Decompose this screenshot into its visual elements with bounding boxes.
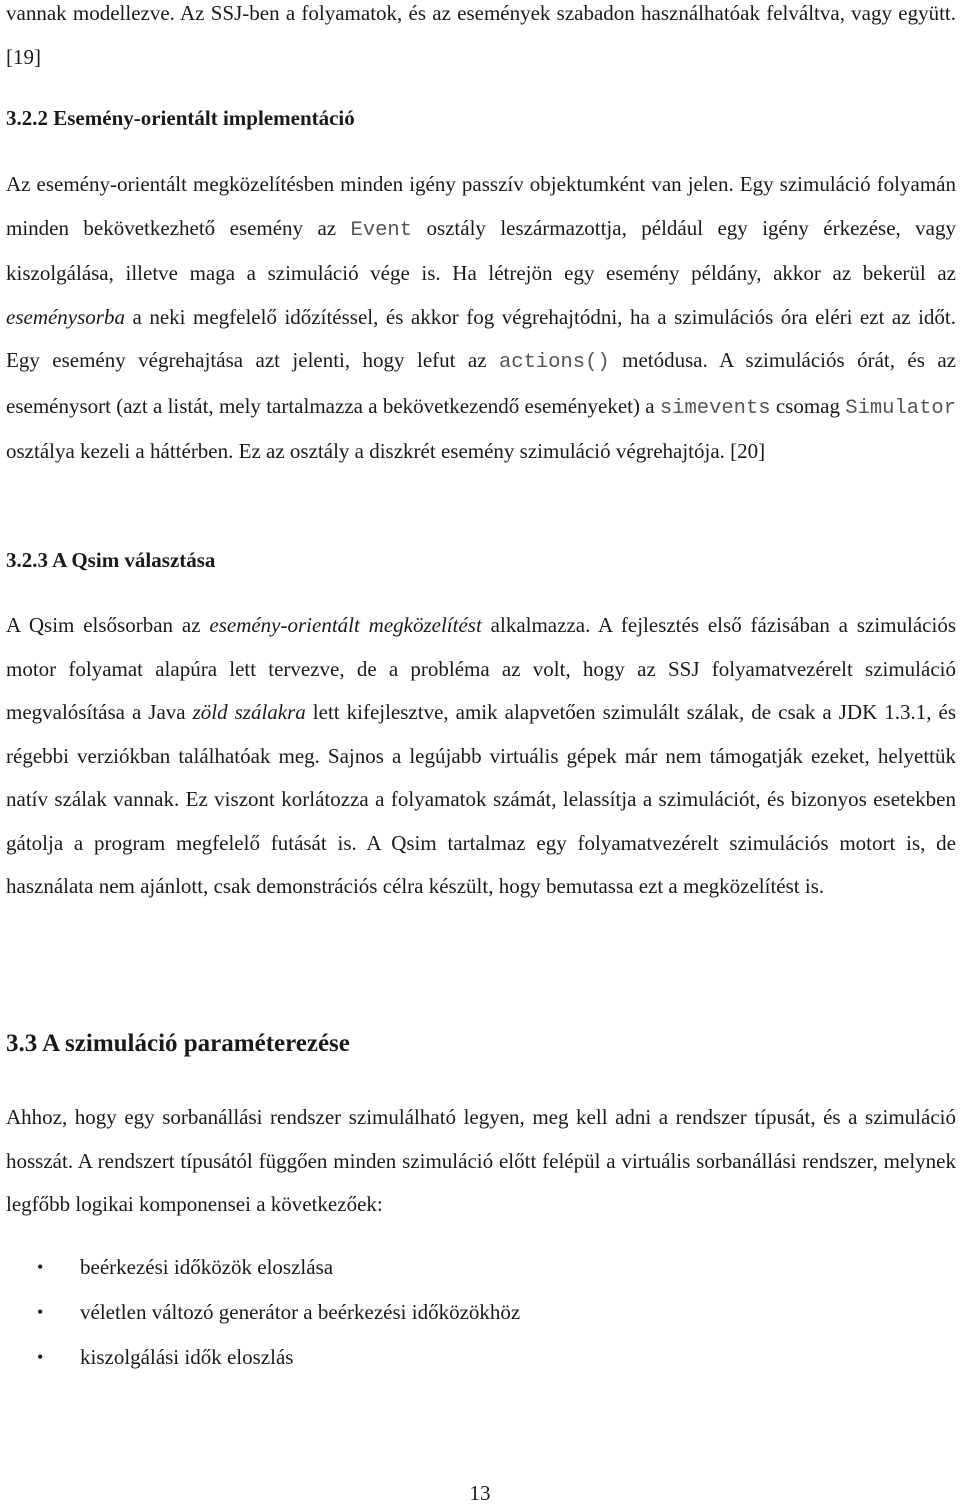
text-run: A Qsim elsősorban az	[6, 613, 210, 637]
bullet-icon: •	[37, 1347, 44, 1367]
heading-3-3: 3.3 A szimuláció paraméterezése	[6, 1030, 350, 1057]
list-item-text: véletlen változó generátor a beérkezési időközökhöz	[80, 1300, 521, 1324]
paragraph-qsim-choice	[6, 604, 956, 909]
paragraph-intro: vannak modellezve. Az SSJ-ben a folyamatok, és az események szabadon használhatóak felváltva, vagy együtt. [19]	[6, 1, 956, 69]
text-run: alkalmazza. A fejlesztés első fázisában a szimulációs motor folyamat alapúra lett tervezve, de a probléma az volt, hogy az SSJ folyamatvezérelt szimuláció megvalósítása a Java	[6, 613, 956, 724]
list-item	[6, 1335, 520, 1380]
code-actions: actions()	[498, 351, 610, 374]
list-item	[6, 1245, 520, 1290]
list-item	[6, 1290, 520, 1335]
component-list	[6, 1245, 520, 1380]
emphasis-approach: esemény-orientált megközelítést	[209, 613, 482, 637]
text-run: csomag	[770, 393, 846, 418]
text-run: osztály leszármazottja, például egy igény érkezése, vagy kiszolgálása, illetve maga a szimuláció vége is. Ha létrejön egy esemény példány, akkor az bekerül az	[6, 215, 957, 285]
text-run: osztálya kezeli a háttérben. Ez az osztály a diszkrét esemény szimuláció végrehajtója. [20]	[6, 439, 766, 463]
paragraph-event-oriented	[6, 163, 956, 474]
list-item-text: beérkezési időközök eloszlása	[80, 1255, 334, 1279]
emphasis-event-queue: eseménysorba	[6, 304, 125, 329]
heading-3-2-2: 3.2.2 Esemény-orientált implementáció	[6, 106, 355, 130]
code-simevents: simevents	[659, 396, 771, 420]
text-run: metódusa. A szimulációs órát, és az eseménysort (azt a listát, mely tartalmazza a bekövetkezendő eseményeket) a	[6, 348, 956, 418]
page-number: 13	[469, 1481, 491, 1505]
text-run: a neki megfelelő időzítéssel, és akkor fog végrehajtódni, ha a szimulációs óra eléri ezt az időt. Egy esemény végrehajtása azt jelenti, hogy lefut az	[6, 304, 956, 372]
text-run: Az esemény-orientált megközelítésben minden igény passzív objektumként van jelen. Egy szimuláció folyamán minden bekövetkezhető esemény az	[6, 172, 956, 240]
code-simulator: Simulator	[845, 396, 956, 420]
list-item-text: kiszolgálási idők eloszlás	[80, 1345, 294, 1369]
heading-3-2-3: 3.2.3 A Qsim választása	[6, 548, 216, 572]
text-run: lett kifejlesztve, amik alapvetően szimulált szálak, de csak a JDK 1.3.1, és régebbi verziókban találhatóak meg. Sajnos a legújabb virtuális gépek már nem támogatják ezeket, helyettük natív szálak vannak. Ez viszont korlátozza a folyamatok számát, lelassítja a szimulációt, és bizonyos esetekben gátolja a program megfelelő futását is. A Qsim tartalmaz egy folyamatvezérelt szimulációs motort is, de használata nem ajánlott, csak demonstrációs célra készült, hogy bemutassa ezt a megközelítést is.	[6, 700, 956, 898]
bullet-icon: •	[37, 1257, 44, 1277]
bullet-icon: •	[37, 1302, 44, 1322]
code-event: Event	[350, 218, 413, 242]
emphasis-green-threads: zöld szálakra	[192, 700, 306, 724]
paragraph-parameterization: Ahhoz, hogy egy sorbanállási rendszer szimulálható legyen, meg kell adni a rendszer típusát, és a szimuláció hosszát. A rendszert típusától függően minden szimuláció előtt felépül a virtuális sorbanállási rendszer, melynek legfőbb logikai komponensei a következőek:	[6, 1105, 956, 1216]
